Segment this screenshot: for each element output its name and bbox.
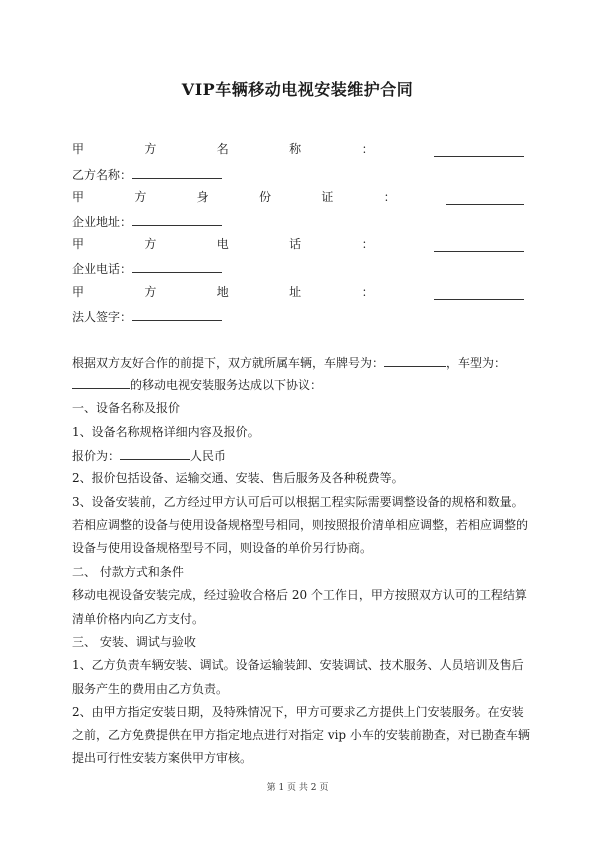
section-3-title: 三、 安装、调试与验收: [72, 635, 196, 649]
company-address-blank[interactable]: [132, 213, 222, 226]
section-3-item-2-line-2: 之前，乙方免费提供在甲方指定地点进行对指定 vip 小车的安装前勘查，对已勘查车辆: [72, 728, 530, 742]
party-a-address-row: 甲 方 地 址 ：: [72, 284, 524, 300]
section-1-item-1: 1、设备名称规格详细内容及报价。: [72, 425, 260, 439]
section-1-item-3-line-1: 3、设备安装前，乙方经过甲方认可后可以根据工程实际需要调整设备的规格和数量。: [72, 495, 524, 509]
section-3-item-1-line-2: 服务产生的费用由乙方负责。: [72, 682, 229, 696]
section-1-item-2: 2、报价包括设备、运输交通、安装、售后服务及各种税费等。: [72, 471, 404, 485]
intro-line-1: 根据双方友好合作的前提下，双方就所属车辆，车牌号为： ，车型为：: [72, 356, 507, 370]
document-title: VIP车辆移动电视安装维护合同: [181, 80, 414, 99]
section-1-item-3-line-2: 若相应调整的设备与使用设备规格型号相同，则按照报价清单相应调整，若相应调整的: [72, 518, 529, 532]
price-line: 报价为： 人民币: [72, 449, 227, 463]
party-a-id-row: 甲 方 身 份 证 ：: [72, 189, 524, 205]
intro-line-2: 的移动电视安装服务达成以下协议：: [72, 376, 322, 393]
vehicle-model-blank[interactable]: [72, 376, 130, 389]
section-3-item-2-line-1: 2、由甲方指定安装日期，及特殊情况下，甲方可要求乙方提供上门安装服务。在安装: [72, 705, 524, 719]
party-a-phone-row: 甲 方 电 话 ：: [72, 236, 524, 252]
section-3-item-1-line-1: 1、乙方负责车辆安装、调试。设备运输装卸、安装调试、技术服务、人员培训及售后: [72, 658, 524, 672]
plate-number-blank[interactable]: [384, 354, 446, 367]
party-a-address-blank[interactable]: [434, 287, 524, 300]
party-a-id-blank[interactable]: [446, 192, 524, 205]
section-2-title: 二、 付款方式和条件: [72, 565, 184, 579]
party-b-name-row: 乙方名称：: [72, 166, 222, 183]
party-b-name-blank[interactable]: [132, 166, 222, 179]
company-address-row: 企业地址：: [72, 213, 222, 230]
party-a-name-blank[interactable]: [434, 144, 524, 157]
section-1-title: 一、设备名称及报价: [72, 401, 181, 415]
section-1-item-3-line-3: 设备与使用设备规格型号不同，则设备的单价另行协商。: [72, 541, 373, 555]
page-number-footer: 第 1 页 共 2 页: [266, 783, 329, 793]
party-a-phone-blank[interactable]: [434, 239, 524, 252]
party-a-name-row: 甲 方 名 称 ：: [72, 141, 524, 157]
section-2-para-line-1: 移动电视设备安装完成，经过验收合格后 20 个工作日，甲方按照双方认可的工程结算: [72, 588, 527, 602]
section-2-para-line-2: 清单价格内向乙方支付。: [72, 612, 205, 626]
price-blank[interactable]: [120, 447, 190, 460]
legal-signature-row: 法人签字：: [72, 308, 222, 325]
section-3-item-2-line-3: 提出可行性安装方案供甲方审核。: [72, 751, 253, 765]
company-phone-row: 企业电话：: [72, 260, 222, 277]
legal-signature-blank[interactable]: [132, 308, 222, 321]
company-phone-blank[interactable]: [132, 260, 222, 273]
